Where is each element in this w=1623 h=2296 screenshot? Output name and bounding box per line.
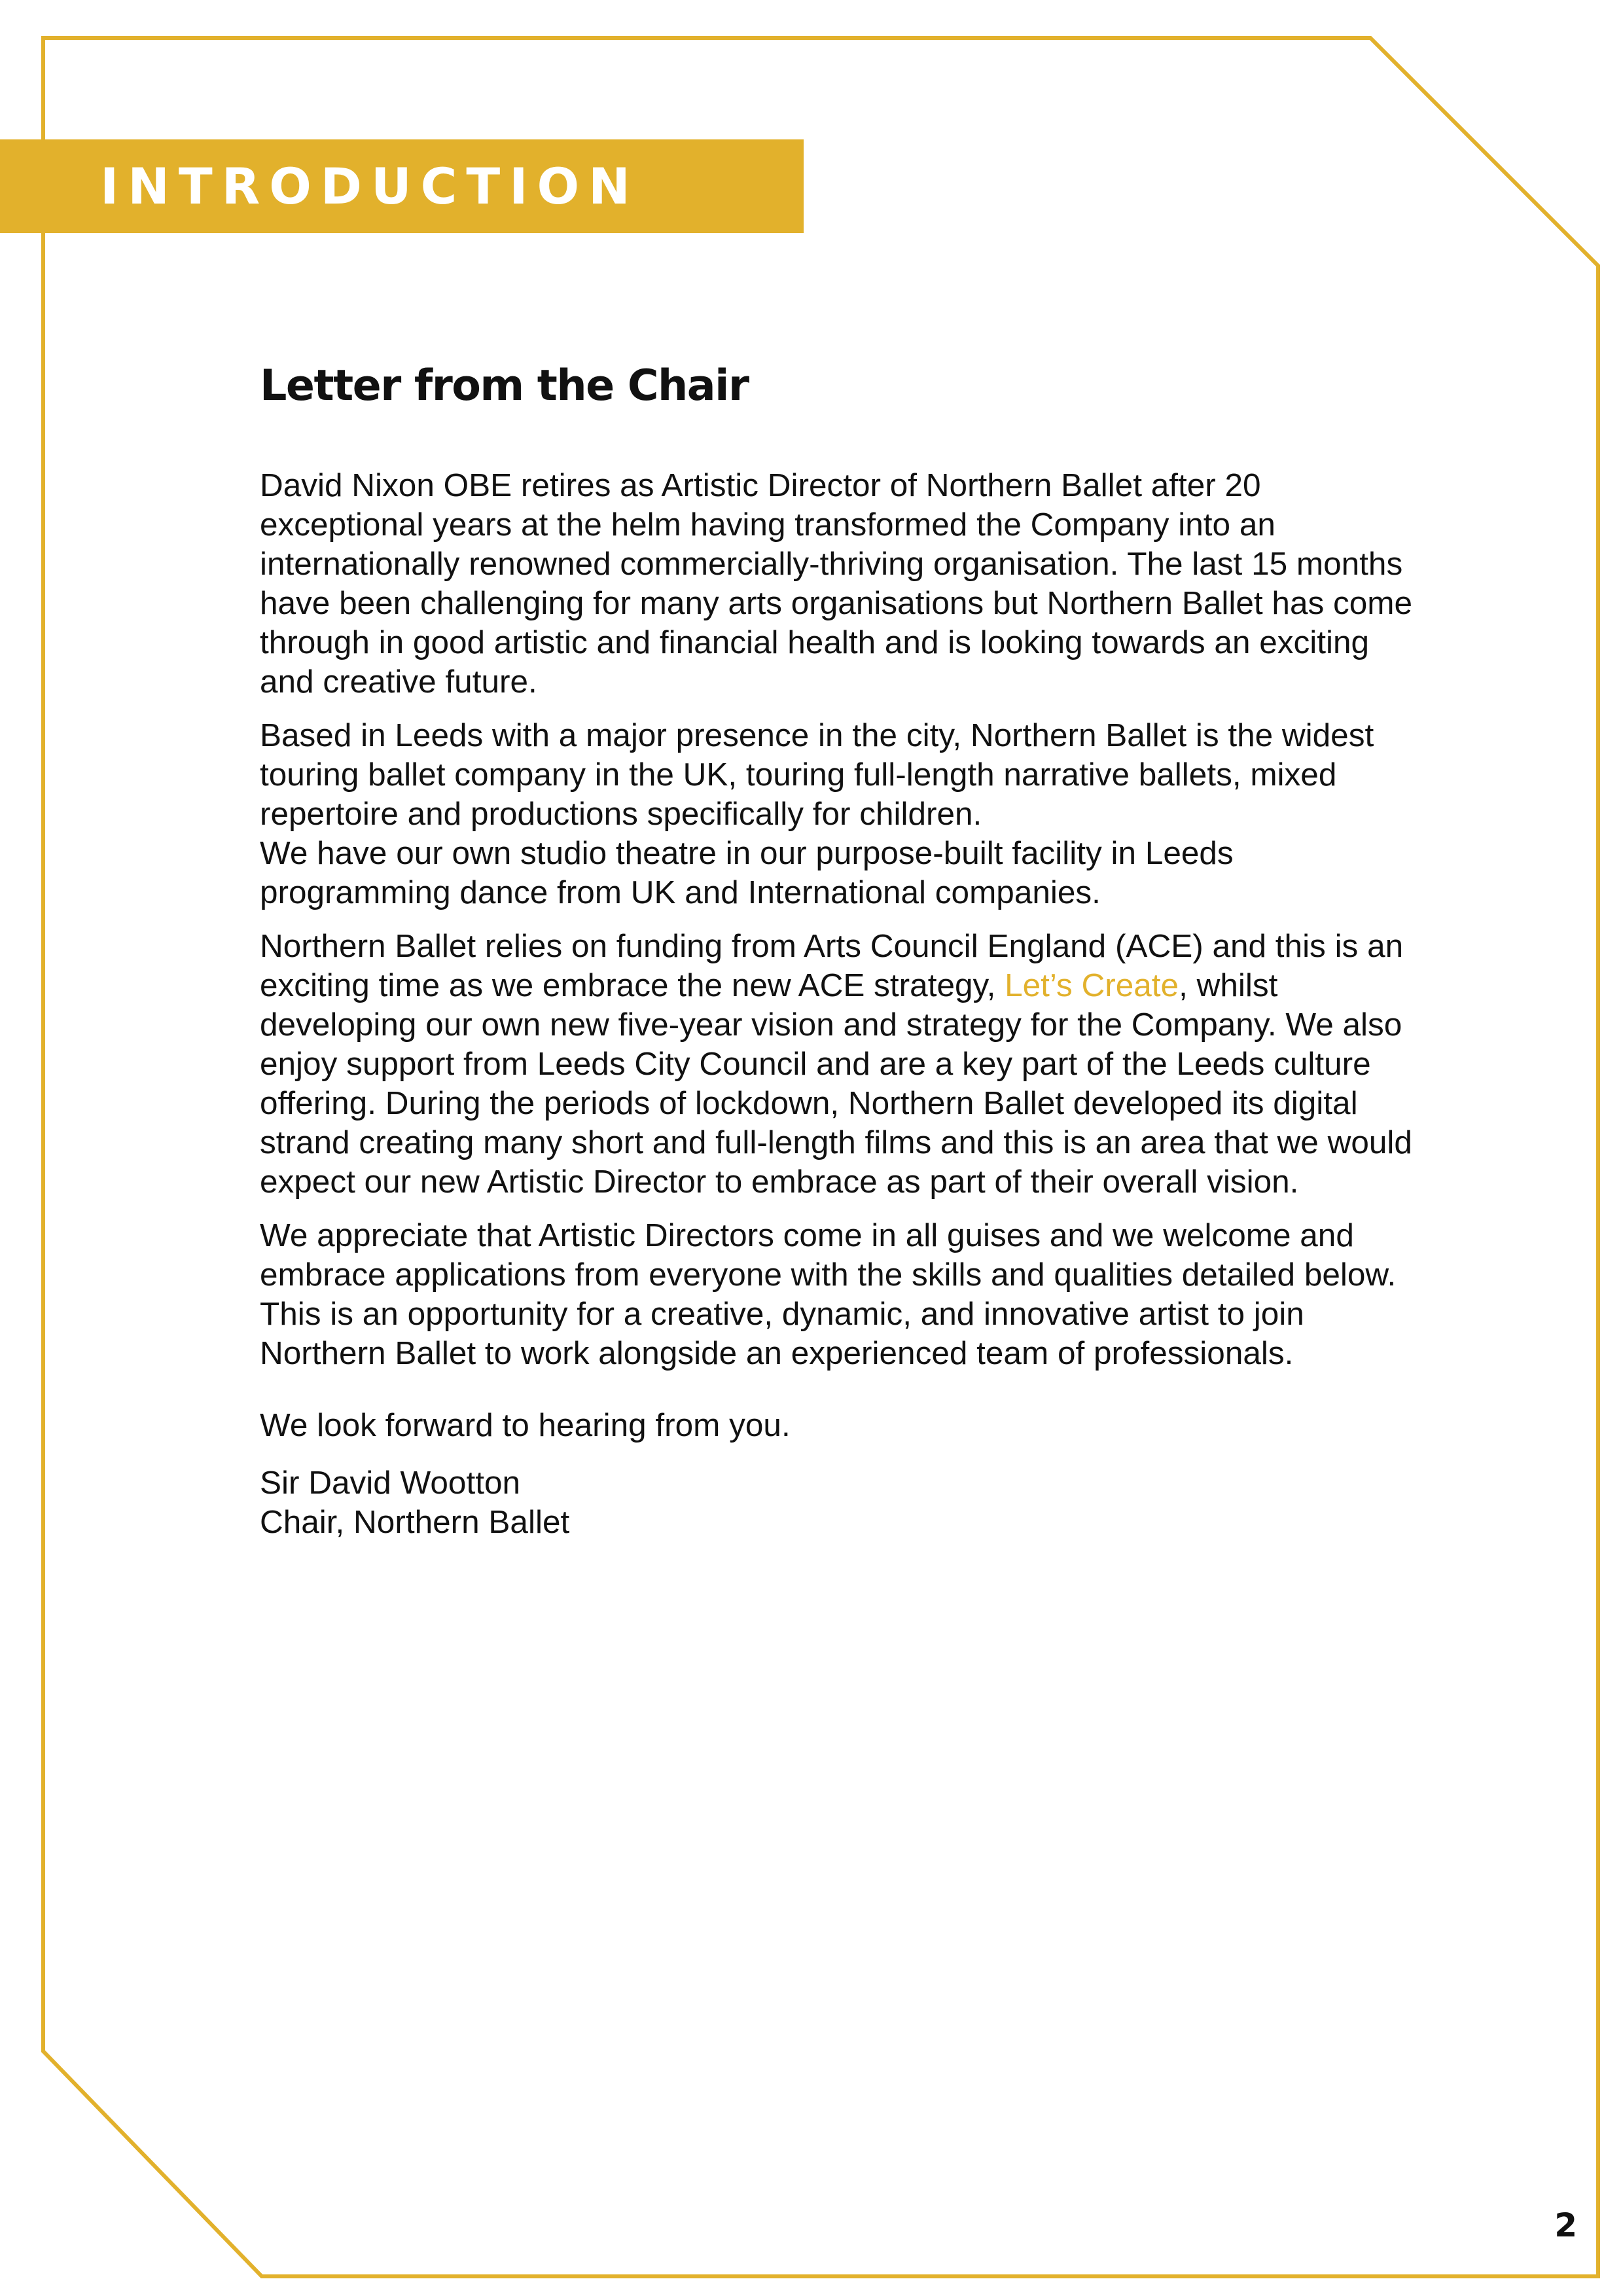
letter-content	[260, 353, 1431, 1542]
lets-create-link[interactable]: Let’s Create	[1005, 967, 1179, 1003]
signature-role: Chair, Northern Ballet	[260, 1504, 570, 1540]
paragraph-applications: We appreciate that Artistic Directors come in all guises and we welcome and embrace applications from everyone with the skills and qualities detailed below. This is an opportunity for a creative, dynamic, and innovative artist to join Northern Ballet to work alongside an experienced team of professionals.	[260, 1217, 1397, 1371]
paragraph-leeds-text: Based in Leeds with a major presence in the city, Northern Ballet is the widest touring ballet company in the UK, touring full-length narrative ballets, mixed repertoire and productions specifically for children.	[260, 717, 1374, 832]
page-number: 2	[1554, 2206, 1577, 2244]
signature-block	[260, 1463, 1431, 1542]
paragraph-intro: David Nixon OBE retires as Artistic Director of Northern Ballet after 20 exceptional years at the helm having transformed the Company into an internationally renowned commercially-thriving organisation. The last 15 months have been challenging for many arts organisations but Northern Ballet has come through in good artistic and financial health and is looking towards an exciting and creative future.	[260, 467, 1413, 700]
paragraph-funding-text-end: , whilst developing our own new five-year vision and strategy for the Company. We also enjoy support from Leeds City Council and are a key part of the Leeds culture offering. During the periods of lockdown, Northern Ballet developed its digital strand creating many short and full-length films and this is an area that we would expect our new Artistic Director to embrace as part of their overall vision.	[260, 967, 1412, 1200]
paragraph-funding-text-start: Northern Ballet relies on funding from Arts Council England (ACE) and this is an exciting time as we embrace the new ACE strategy,	[260, 928, 1404, 1003]
signature-name: Sir David Wootton	[260, 1465, 521, 1501]
letter-heading: Letter from the Chair	[260, 361, 749, 410]
section-title: INTRODUCTION	[100, 157, 639, 215]
paragraph-leeds-studio-text: We have our own studio theatre in our purpose-built facility in Leeds programming dance from UK and International companies.	[260, 835, 1234, 910]
paragraph-leeds	[260, 716, 1431, 912]
paragraph-closing: We look forward to hearing from you.	[260, 1407, 791, 1443]
paragraph-funding	[260, 927, 1431, 1202]
